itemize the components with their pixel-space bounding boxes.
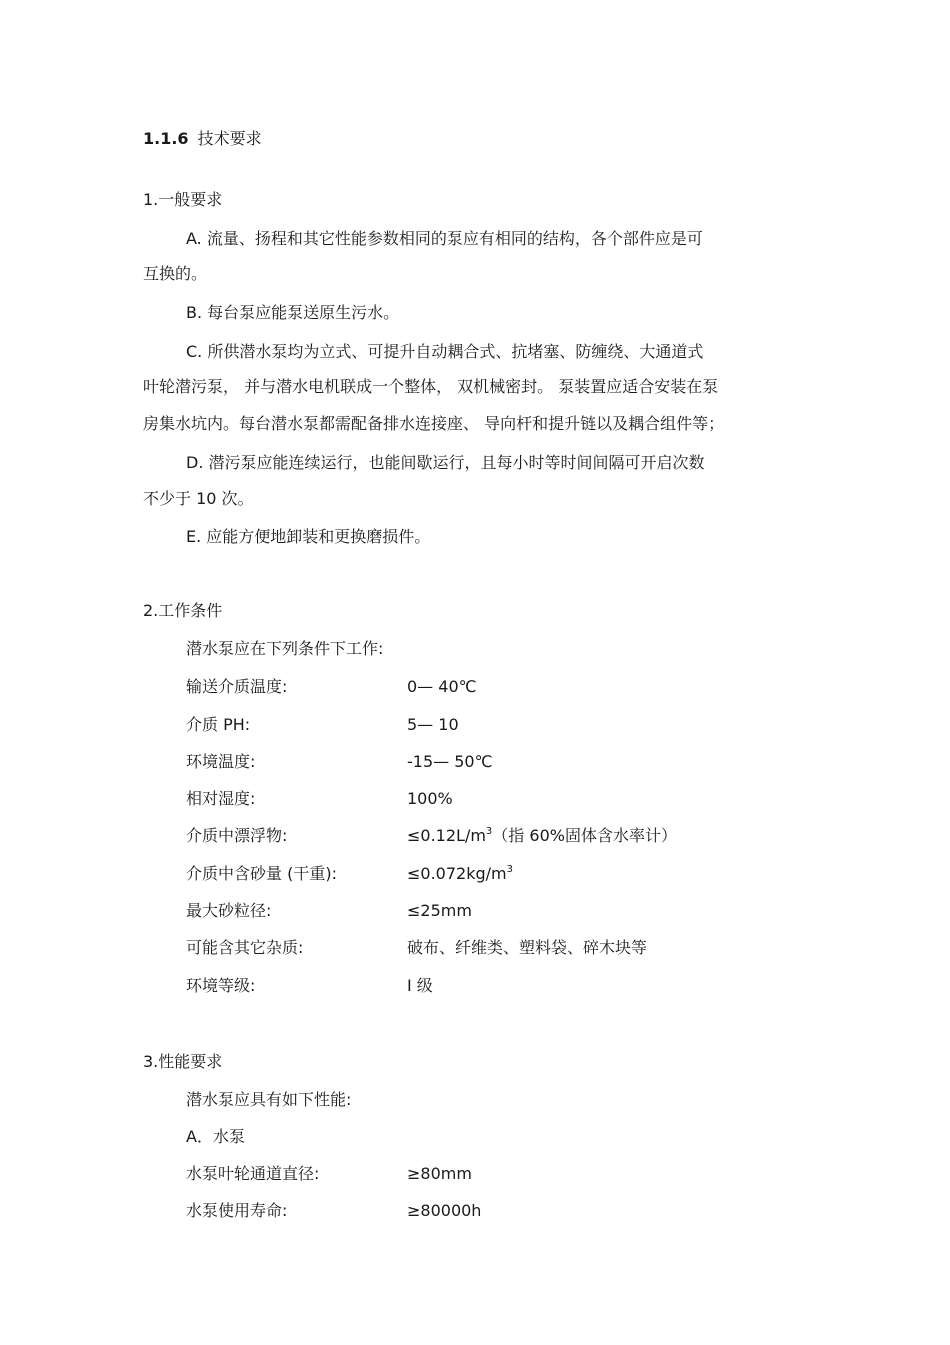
cond-label: 介质中漂浮物: xyxy=(186,826,288,845)
item-c-line2: 叶轮潜污泵， 并与潜水电机联成一个整体， 双机械密封。 泵装置应适合安装在泵 xyxy=(143,377,719,396)
cond-value: ≤25mm xyxy=(407,901,472,920)
item-d-line1: D. 潜污泵应能连续运行，也能间歇运行，且每小时等时间间隔可开启次数 xyxy=(186,453,705,472)
cond-label: 介质中含砂量 (干重): xyxy=(186,864,337,883)
cond-value: 100% xyxy=(407,789,453,808)
cond-value: 破布、纤维类、塑料袋、碎木块等 xyxy=(407,938,648,957)
cond-label: 相对湿度: xyxy=(186,789,256,808)
performance-sub-a: A．水泵 xyxy=(186,1127,245,1146)
cond-value-sup: 3 xyxy=(506,864,513,875)
section-number: 1.1.6 xyxy=(143,129,189,148)
cond-value-main: ≤0.072kg/m xyxy=(407,864,507,883)
perf-label: 水泵使用寿命: xyxy=(186,1201,288,1220)
cond-value xyxy=(407,825,677,847)
cond-value-suffix: （指 60%固体含水率计） xyxy=(492,826,677,845)
cond-value: 5— 10 xyxy=(407,715,459,734)
cond-label: 介质 PH: xyxy=(186,715,251,734)
item-a-line1: A. 流量、扬程和其它性能参数相同的泵应有相同的结构，各个部件应是可 xyxy=(186,229,703,248)
cond-label: 输送介质温度: xyxy=(186,677,288,696)
section-heading xyxy=(143,128,262,150)
cond-value: 0— 40℃ xyxy=(407,677,477,696)
item-d-line2: 不少于 10 次。 xyxy=(143,489,254,508)
item-a-line2: 互换的。 xyxy=(143,264,208,283)
item-e: E. 应能方便地卸装和更换磨损件。 xyxy=(186,527,431,546)
section-title: 技术要求 xyxy=(197,129,262,148)
general-heading: 1.一般要求 xyxy=(143,190,223,209)
performance-intro: 潜水泵应具有如下性能: xyxy=(186,1090,352,1109)
item-b: B. 每台泵应能泵送原生污水。 xyxy=(186,303,400,322)
performance-heading: 3.性能要求 xyxy=(143,1052,223,1071)
cond-label: 可能含其它杂质: xyxy=(186,938,304,957)
item-c-line3: 房集水坑内。每台潜水泵都需配备排水连接座、 导向杆和提升链以及耦合组件等； xyxy=(143,414,725,433)
cond-value-sup: 3 xyxy=(485,826,493,837)
item-c-line1: C. 所供潜水泵均为立式、可提升自动耦合式、抗堵塞、防缠绕、大通道式 xyxy=(186,342,704,361)
conditions-heading: 2.工作条件 xyxy=(143,601,223,620)
cond-value: -15— 50℃ xyxy=(407,752,493,771)
perf-label: 水泵叶轮通道直径: xyxy=(186,1164,320,1183)
cond-value-main: ≤0.12L/m xyxy=(407,826,486,845)
cond-value xyxy=(407,863,513,885)
cond-value: I 级 xyxy=(407,976,433,995)
perf-value: ≥80000h xyxy=(407,1201,482,1220)
perf-value: ≥80mm xyxy=(407,1164,472,1183)
cond-label: 环境温度: xyxy=(186,752,256,771)
conditions-intro: 潜水泵应在下列条件下工作: xyxy=(186,639,384,658)
cond-label: 环境等级: xyxy=(186,976,256,995)
cond-label: 最大砂粒径: xyxy=(186,901,272,920)
